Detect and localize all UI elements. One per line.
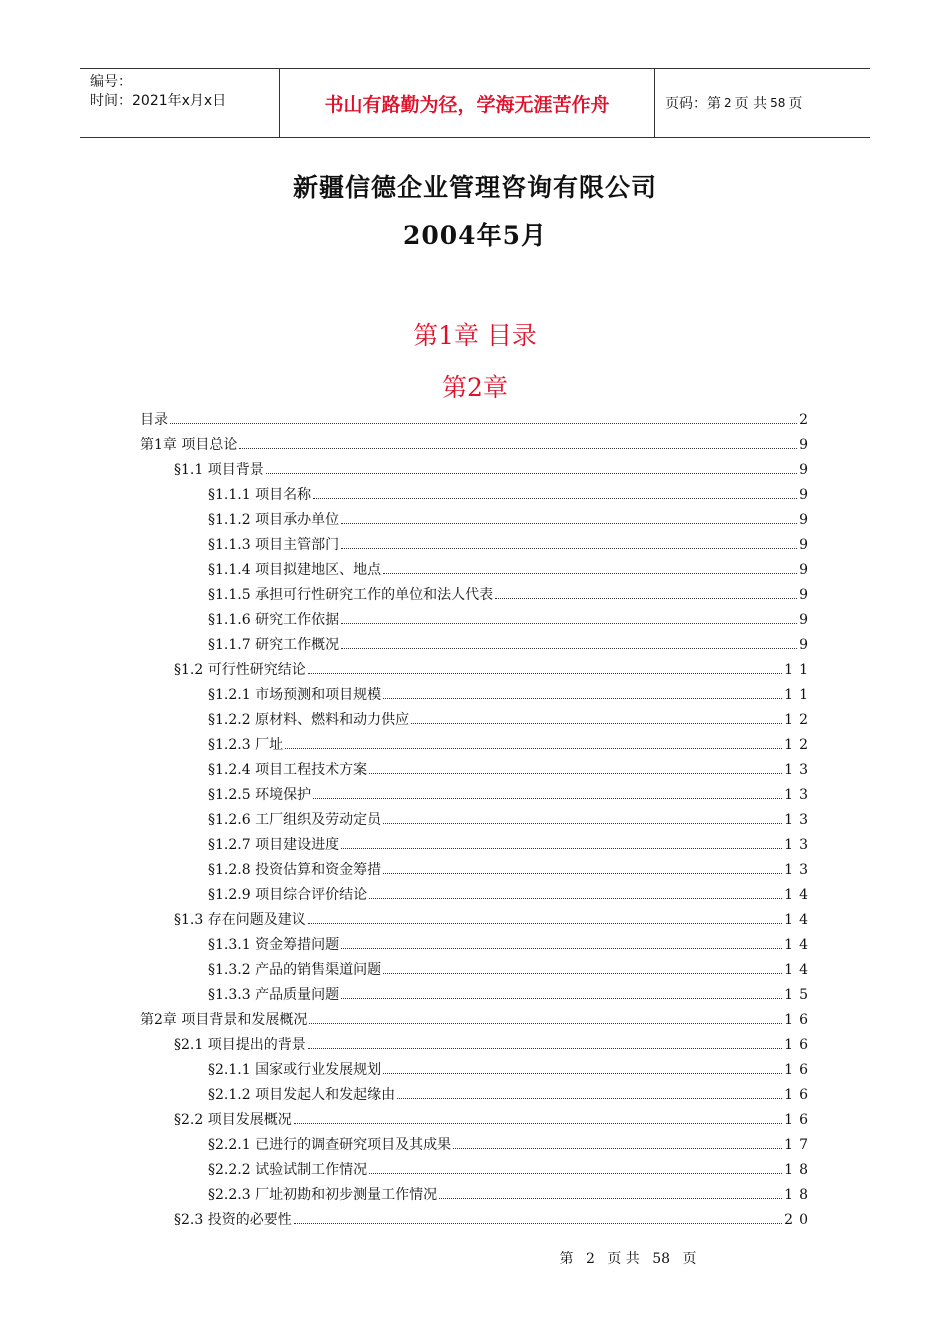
toc-leader-dots (170, 423, 797, 424)
toc-leader-dots (308, 673, 782, 674)
toc-entry-page: 18 (784, 1187, 814, 1203)
toc-leader-dots (383, 1073, 782, 1074)
toc-entry[interactable] (140, 484, 814, 509)
toc-leader-dots (309, 1023, 782, 1024)
toc-entry[interactable] (140, 1034, 814, 1059)
toc-entry-label: §2.3 投资的必要性 (174, 1212, 292, 1228)
toc-entry[interactable] (140, 859, 814, 884)
toc-entry[interactable] (140, 1009, 814, 1034)
toc-entry[interactable] (140, 1084, 814, 1109)
toc-entry-page: 9 (799, 437, 814, 453)
toc-entry-label: §2.1 项目提出的背景 (174, 1037, 306, 1053)
toc-leader-dots (313, 798, 782, 799)
toc-entry-page: 18 (784, 1162, 814, 1178)
toc-entry-page: 16 (784, 1087, 814, 1103)
toc-entry-label: §1.1 项目背景 (174, 462, 264, 478)
toc-entry[interactable] (140, 734, 814, 759)
toc-entry[interactable] (140, 984, 814, 1009)
toc-entry-label: §1.1.4 项目拟建地区、地点 (208, 562, 382, 578)
toc-entry-page: 13 (784, 862, 814, 878)
header-time-label: 时间：2021年x月x日 (90, 93, 227, 109)
toc-entry-page: 14 (784, 912, 814, 928)
toc-entry[interactable] (140, 809, 814, 834)
toc-entry-page: 13 (784, 762, 814, 778)
toc-leader-dots (453, 1148, 782, 1149)
toc-entry-page: 9 (799, 587, 814, 603)
toc-entry-page: 16 (784, 1037, 814, 1053)
toc-entry[interactable] (140, 1159, 814, 1184)
toc-entry-label: §2.1.2 项目发起人和发起缘由 (208, 1087, 396, 1103)
header-page-total: 58 (770, 96, 786, 110)
toc-entry-label: §2.2 项目发展概况 (174, 1112, 292, 1128)
toc-entry-label: §1.2.7 项目建设进度 (208, 837, 340, 853)
toc-entry-page: 12 (784, 712, 814, 728)
toc-entry-page: 16 (784, 1012, 814, 1028)
header-page-prefix: 页码：第 (665, 96, 721, 112)
toc-entry-page: 17 (784, 1137, 814, 1153)
toc-entry[interactable] (140, 1109, 814, 1134)
document-date: 2004年5月 (403, 221, 547, 250)
toc-entry-label: §2.1.1 国家或行业发展规划 (208, 1062, 382, 1078)
toc-entry[interactable] (140, 934, 814, 959)
toc-entry-page: 16 (784, 1112, 814, 1128)
toc-entry[interactable] (140, 509, 814, 534)
toc-entry-label: §1.1.5 承担可行性研究工作的单位和法人代表 (208, 587, 494, 603)
toc-entry-label: §1.2.9 项目综合评价结论 (208, 887, 368, 903)
toc-leader-dots (341, 648, 797, 649)
footer-mid: 页 共 (607, 1251, 640, 1267)
toc-entry-page: 13 (784, 837, 814, 853)
footer-suffix: 页 (682, 1251, 697, 1267)
toc-entry-page: 11 (784, 687, 814, 703)
toc-entry-label: §1.2.3 厂址 (208, 737, 284, 753)
toc-entry-label: §1.1.1 项目名称 (208, 487, 312, 503)
chapter-title: 第1章 目录 (413, 321, 537, 350)
page-footer (0, 1248, 950, 1268)
header-page-number: 2 (724, 96, 732, 110)
toc-leader-dots (383, 573, 797, 574)
toc-leader-dots (341, 848, 782, 849)
toc-entry-label: 第2章 项目背景和发展概况 (140, 1012, 308, 1028)
toc-entry-label: §1.1.7 研究工作概况 (208, 637, 340, 653)
toc-leader-dots (341, 548, 797, 549)
toc-entry[interactable] (140, 959, 814, 984)
toc-entry-label: §1.1.3 项目主管部门 (208, 537, 340, 553)
toc-entry-label: §2.2.2 试验试制工作情况 (208, 1162, 368, 1178)
toc-entry[interactable] (140, 834, 814, 859)
chapter-title-2: 第2章 (442, 373, 508, 402)
header-number-label: 编号： (90, 74, 132, 90)
toc-entry-label: §1.3.3 产品质量问题 (208, 987, 340, 1003)
toc-entry[interactable] (140, 584, 814, 609)
toc-entry-page: 13 (784, 787, 814, 803)
toc-leader-dots (313, 498, 797, 499)
toc-entry-label: §1.3 存在问题及建议 (174, 912, 306, 928)
toc-entry[interactable] (140, 784, 814, 809)
toc-entry-page: 20 (784, 1212, 814, 1228)
toc-entry-label: §1.1.6 研究工作依据 (208, 612, 340, 628)
toc-entry-label: §1.2.4 项目工程技术方案 (208, 762, 368, 778)
company-name: 新疆信德企业管理咨询有限公司 (292, 173, 657, 202)
toc-leader-dots (341, 623, 797, 624)
toc-entry[interactable] (140, 534, 814, 559)
toc-leader-dots (397, 1098, 782, 1099)
document-header (80, 68, 870, 138)
toc-entry[interactable] (140, 884, 814, 909)
toc-leader-dots (266, 473, 797, 474)
toc-entry-page: 11 (784, 662, 814, 678)
toc-leader-dots (285, 748, 782, 749)
toc-leader-dots (369, 1173, 782, 1174)
toc-entry-label: §1.2.6 工厂组织及劳动定员 (208, 812, 382, 828)
toc-leader-dots (341, 998, 782, 999)
toc-leader-dots (495, 598, 797, 599)
toc-entry[interactable] (140, 1134, 814, 1159)
toc-entry-page: 9 (799, 537, 814, 553)
footer-total: 58 (652, 1251, 671, 1267)
toc-entry-label: §1.3.1 资金筹措问题 (208, 937, 340, 953)
footer-page: 2 (585, 1251, 595, 1267)
toc-leader-dots (294, 1123, 782, 1124)
header-meta (80, 69, 280, 137)
toc-entry-page: 9 (799, 562, 814, 578)
toc-entry-page: 9 (799, 487, 814, 503)
toc-leader-dots (439, 1198, 782, 1199)
toc-entry-label: §2.2.3 厂址初勘和初步测量工作情况 (208, 1187, 438, 1203)
toc-leader-dots (239, 448, 797, 449)
toc-entry-label: 目录 (140, 412, 168, 428)
toc-leader-dots (341, 948, 782, 949)
toc-entry-page: 16 (784, 1062, 814, 1078)
toc-leader-dots (383, 973, 782, 974)
toc-entry[interactable] (140, 409, 814, 434)
header-page-suffix: 页 (788, 96, 803, 112)
toc-entry-page: 14 (784, 937, 814, 953)
toc-entry-label: §1.2.2 原材料、燃料和动力供应 (208, 712, 410, 728)
toc-leader-dots (383, 698, 782, 699)
toc-entry-page: 2 (799, 412, 814, 428)
toc-entry[interactable] (140, 434, 814, 459)
toc-entry[interactable] (140, 709, 814, 734)
toc-entry-page: 9 (799, 637, 814, 653)
toc-entry-page: 13 (784, 812, 814, 828)
toc-leader-dots (383, 873, 782, 874)
toc-entry[interactable] (140, 684, 814, 709)
header-motto: 书山有路勤为径，学海无涯苦作舟 (280, 69, 655, 137)
header-page-info (655, 69, 870, 137)
toc-entry-label: §2.2.1 已进行的调查研究项目及其成果 (208, 1137, 452, 1153)
toc-entry-label: §1.1.2 项目承办单位 (208, 512, 340, 528)
toc-entry-label: §1.2 可行性研究结论 (174, 662, 306, 678)
toc-entry-page: 12 (784, 737, 814, 753)
toc-leader-dots (369, 773, 782, 774)
toc-entry[interactable] (140, 759, 814, 784)
table-of-contents (140, 409, 814, 1234)
toc-entry-page: 14 (784, 887, 814, 903)
toc-entry[interactable] (140, 459, 814, 484)
toc-entry[interactable] (140, 1059, 814, 1084)
toc-leader-dots (294, 1223, 782, 1224)
toc-entry-label: §1.3.2 产品的销售渠道问题 (208, 962, 382, 978)
toc-leader-dots (341, 523, 797, 524)
toc-leader-dots (308, 923, 782, 924)
toc-entry-label: §1.2.1 市场预测和项目规模 (208, 687, 382, 703)
toc-entry-page: 14 (784, 962, 814, 978)
toc-leader-dots (411, 723, 782, 724)
toc-entry[interactable] (140, 909, 814, 934)
toc-entry-label: 第1章 项目总论 (140, 437, 238, 453)
toc-entry[interactable] (140, 559, 814, 584)
header-page-mid: 页 共 (734, 96, 768, 112)
toc-entry-page: 15 (784, 987, 814, 1003)
toc-leader-dots (308, 1048, 782, 1049)
toc-entry-page: 9 (799, 512, 814, 528)
toc-entry[interactable] (140, 609, 814, 634)
toc-leader-dots (383, 823, 782, 824)
toc-entry[interactable] (140, 1209, 814, 1234)
toc-entry-label: §1.2.8 投资估算和资金筹措 (208, 862, 382, 878)
toc-entry[interactable] (140, 659, 814, 684)
toc-entry-page: 9 (799, 612, 814, 628)
toc-leader-dots (369, 898, 782, 899)
toc-entry[interactable] (140, 634, 814, 659)
footer-prefix: 第 (559, 1251, 574, 1267)
toc-entry-label: §1.2.5 环境保护 (208, 787, 312, 803)
toc-entry[interactable] (140, 1184, 814, 1209)
toc-entry-page: 9 (799, 462, 814, 478)
